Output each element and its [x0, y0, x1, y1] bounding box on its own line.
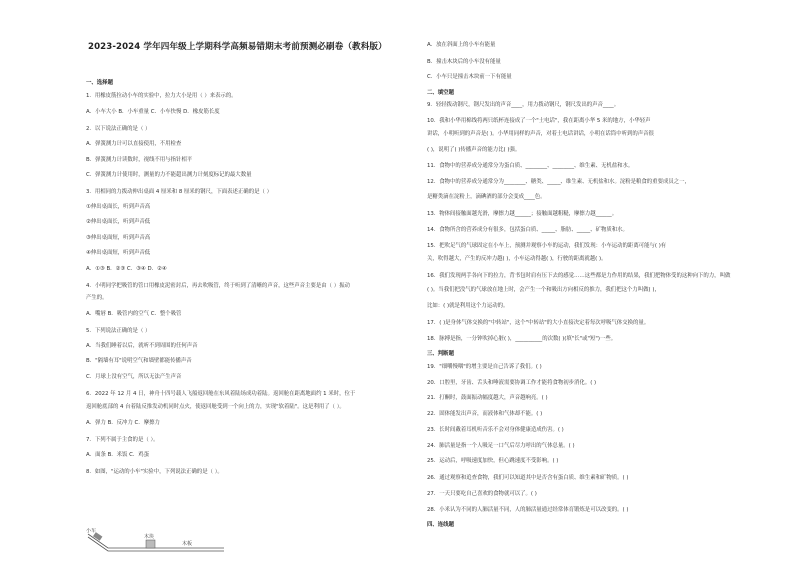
- question-line: 20．口腔里，牙齿、舌头和唾液需要协调工作才能将食物初步消化。( ): [427, 380, 597, 386]
- question-line: 27．一天只要吃自己喜欢的食物就可以了。( ): [427, 491, 537, 497]
- question-line: 13．物体间接触面越光滑，摩擦力越______；接触面越粗糙，摩擦力越______。: [427, 211, 618, 217]
- question-line: 讲话，小明听到的声音是( )。小华用同样的声音，对着土电话讲话，小明在话筒中听到的声音很: [427, 131, 654, 137]
- question-line: C．弹簧测力计使用时，测量的力不能超出测力计刻度标记的最大数量: [86, 172, 252, 178]
- question-line: 18．脉搏是指，一分钟吹掉心脏( )，__________的次数( )(填"长"或"短")一些。: [427, 336, 617, 342]
- section-heading: 一、选择题: [86, 80, 113, 86]
- question-line: 11．食物中的营养成分通常分为蛋白质、________、________、维生素、无机盐和水。: [427, 163, 634, 169]
- page-title: 2023-2024 学年四年级上学期科学高频易错期末考前预测必刷卷（教科版）: [88, 42, 387, 52]
- question-line: ( )，说明了( )传播声音的能力比( )强。: [427, 147, 521, 153]
- question-line: 14．食物所含的营养成分有很多，包括蛋白质、_____、脂肪、_____、矿物质和水。: [427, 227, 628, 233]
- question-line: B．弹簧测力计读数时，视线不用与指针相平: [86, 157, 193, 163]
- question-line: 5．下列说法正确的是（ ）: [86, 328, 151, 334]
- question-line: B．撞击木块后的小车没有能量: [427, 59, 501, 65]
- question-line: 26．通过观察和追查食物，我们可以知道其中是否含有蛋白质、维生素和矿物质。( ): [427, 475, 629, 481]
- question-line: 25．运动后，呼吸速度加快，但心跳速度不受影响。( ): [427, 458, 559, 464]
- question-line: 返回舱底部的 4 台着陆反推发动机同时点火，使返回舱受到一个向上的力，实现"软着陆"。这是利用了（ ）。: [86, 404, 345, 410]
- board-label: 木板: [182, 541, 193, 547]
- question-line: 9．轻轻拨动钢尺，钢尺发出的声音____，用力拨动钢尺，钢尺发出的声音____。: [427, 102, 620, 108]
- question-line: 3．用相同的力拨动伸出桌面 4 厘米和 8 厘米的钢尺，下面表述正确的是（ ）: [86, 189, 272, 195]
- question-line: 10．我和小华用棉线将两只纸杯连接成了一个"土电话"，我在距离小华 5 米的地方，小华轻声: [427, 118, 651, 124]
- question-line: A．面条 B．米饭 C．鸡蛋: [86, 452, 150, 458]
- block-label: 木块: [144, 534, 155, 540]
- question-line: ①伸出桌面长，听到声音高: [86, 204, 151, 210]
- question-line: 19．"细嚼慢咽"的增主要是自己告诉了我们。( ): [427, 364, 542, 370]
- question-line: 21．打酮时，鼓面振动幅度越大，声音越响亮。( ): [427, 395, 548, 401]
- question-line: 是糖类滴在淀粉上，滴碘酒的部分会变成____色。: [427, 194, 546, 200]
- slope-figure: [86, 528, 226, 558]
- question-line: 6．2022 年 12 月 4 日，神舟十四号载人飞船返回舱在东风着陆场成功着陆。返回舱在距离地面约 1 米时，位于: [86, 391, 356, 397]
- ramp-base-line: [88, 537, 224, 551]
- question-line: A．弹簧测力计可以直接使用，不用检查: [86, 141, 182, 147]
- question-line: 22．固体能发出声音，而液体和气体却不能。( ): [427, 411, 543, 417]
- question-line: 关，吹得越大，产生的反冲力越( )，小车运动得越( )，行驶的距离就越( )。: [427, 256, 607, 262]
- question-line: A．当我们睡着以后，就听不到周围的任何声音: [86, 343, 198, 349]
- question-line: 2．以下说法正确的是（ ）: [86, 126, 151, 132]
- question-line: 12．食物中的营养成分通常分为________、糖类、_____、维生素、无机盐和水。淀粉是粮食的重要成员之一，: [427, 179, 690, 185]
- question-line: 1．用橡皮筋拉动小车的实验中，拉力大小是用（ ）来表示的。: [86, 93, 237, 99]
- question-line: 16．我们发现两手各向下的拉力，背书包时肩有压下去的感觉……这些都是力作用的结果，我们把物体受的这种向下的力，叫做: [427, 273, 731, 279]
- question-line: 17．( )是身体气体交换的"中转站"，这个"中转站"的大小直接决定着每次呼吸气体交换的量。: [427, 320, 650, 326]
- question-line: ②伸出桌面长，听到声音低: [86, 219, 151, 225]
- section-heading: 四、连线题: [427, 522, 454, 528]
- question-line: C．小车只是撞击木块前一下有能量: [427, 74, 512, 80]
- ramp-line: [88, 534, 224, 548]
- question-line: ④伸出桌面短，听到声音低: [86, 250, 151, 256]
- question-line: A．弹力 B．反冲力 C．摩擦力: [86, 420, 160, 426]
- question-line: ( )。当我们把没气的气球放在地上时，会产生一个和吸出方向相反的推力，我们把这个力叫做( )，: [427, 287, 660, 293]
- question-line: B．"隔墙有耳"说明空气和墙壁都能传播声音: [86, 358, 192, 364]
- question-line: 7．下列不属于主食的是（ ）。: [86, 437, 159, 443]
- section-heading: 三、判断题: [427, 351, 454, 357]
- question-line: A．小车大小 B．小车重量 C．小车快慢 D．橡皮筋长度: [86, 109, 220, 115]
- question-line: ③伸出桌面短，听到声音高: [86, 235, 151, 241]
- question-line: 8．如图，"运动的小车"实验中，下列说法正确的是（ ）。: [86, 469, 223, 475]
- car-label: 小车: [86, 528, 97, 534]
- question-line: C．月球上没有空气，所以无法产生声音: [86, 374, 182, 380]
- question-line: A．放在斜面上的小车有能量: [427, 42, 496, 48]
- block-shape: [146, 540, 155, 548]
- question-line: A．嘴唇 B．吸管内的空气 C．整个吸管: [86, 311, 182, 317]
- question-line: 28．小米认为不同的人肺活量不同，人的肺活量通过经常体育锻炼是可以改变的。( ): [427, 507, 629, 513]
- question-line: 23．长时间戴着耳机听音乐不会对身体健康造成伤害。( ): [427, 427, 564, 433]
- question-line: 比如：( )就是利用这个力运动的。: [427, 303, 509, 309]
- question-line: 15．把吹足气的气球固定在小车上，预测并观察小车的运动，我们发现：小车运动的距离可能与( )有: [427, 243, 667, 249]
- question-line: A．①③ B．②③ C．③④ D．②④: [86, 266, 167, 272]
- section-heading: 二、填空题: [427, 90, 454, 96]
- question-line: 24．肺活量是指一个人吸足一口气后尽力呼出的气体总量。( ): [427, 443, 575, 449]
- question-line: 4．小明同学把吸管的管口用橡皮泥密封后，再去吹吸管，终于听到了清晰的声音，这些声音主要是由（ ）振动: [86, 283, 350, 289]
- question-line: 产生的。: [86, 295, 108, 301]
